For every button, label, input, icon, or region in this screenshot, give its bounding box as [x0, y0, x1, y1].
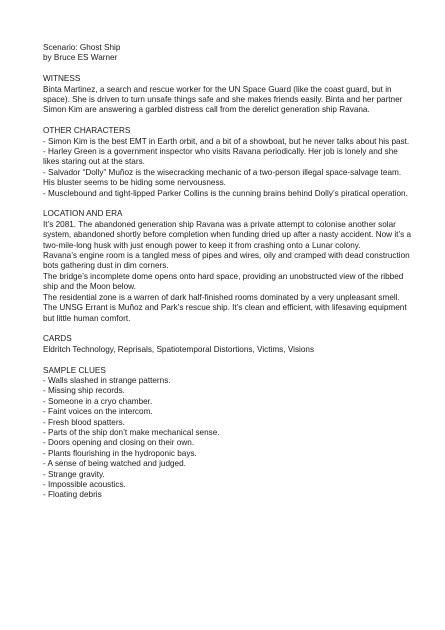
- location-paragraph: It’s 2081. The abandoned generation ship Ravana was a private attempt to colonise another solar system, abandoned shortly before completion when funding dried up after a nasty accident. Now it’s a two-mile-long husk with just enough power to keep it from crashing onto a Lunar colony.: [43, 219, 412, 250]
- sample-clues-section: [43, 366, 415, 501]
- clue-item: - A sense of being watched and judged.: [43, 459, 186, 469]
- clue-item: - Plants flourishing in the hydroponic bays.: [43, 448, 197, 458]
- character-item: - Salvador “Dolly” Muñoz is the wisecracking mechanic of a two-person illegal space-salvage team. His bluster seems to be hiding some nervousness.: [43, 167, 402, 188]
- location-paragraph: The UNSG Errant is Muñoz and Park’s rescue ship. It’s clean and efficient, with lifesaving equipment but little human comfort.: [43, 303, 407, 323]
- clue-item: - Doors opening and closing on their own.: [43, 438, 195, 448]
- clue-item: - Strange gravity.: [43, 469, 105, 479]
- clue-item: - Impossible acoustics.: [43, 479, 126, 489]
- character-item: - Harley Green is a government inspector who visits Ravana periodically. Her job is lonely and she likes staring out at the stars.: [43, 147, 398, 167]
- clue-item: - Faint voices on the intercom.: [43, 407, 153, 417]
- character-item: - Simon Kim is the best EMT in Earth orbit, and a bit of a showboat, but he never talks about his past.: [43, 136, 410, 146]
- location-paragraph: Ravana’s engine room is a tangled mess of pipes and wires, oily and cramped with dead construction bots gathering dust in dim corners.: [43, 251, 410, 271]
- header-block: [43, 43, 415, 64]
- clue-item: - Parts of the ship don’t make mechanical sense.: [43, 427, 220, 437]
- location-heading: LOCATION AND ERA: [43, 209, 123, 219]
- clue-item: - Walls slashed in strange patterns.: [43, 375, 171, 385]
- clue-item: - Someone in a cryo chamber.: [43, 396, 153, 406]
- clue-item: - Floating debris: [43, 490, 102, 500]
- location-section: [43, 209, 415, 323]
- character-item: - Musclebound and tight-lipped Parker Collins is the cunning brains behind Dolly’s piratical operation.: [43, 188, 408, 198]
- location-paragraph: The bridge’s incomplete dome opens onto hard space, providing an unobstructed view of the ribbed ship and the Moon below.: [43, 271, 404, 292]
- witness-heading: WITNESS: [43, 74, 81, 84]
- scenario-title: Scenario: Ghost Ship: [43, 43, 121, 52]
- other-characters-heading: OTHER CHARACTERS: [43, 126, 131, 136]
- cards-text: Eldritch Technology, Reprisals, Spatiotemporal Distortions, Victims, Visions: [43, 344, 315, 354]
- other-characters-section: [43, 126, 415, 199]
- document-page: [43, 43, 415, 511]
- witness-text: Binta Martinez, a search and rescue worker for the UN Space Guard (like the coast guard, but in space). She is driven to turn unsafe things safe and she makes friends easily. Binta and her partner Simon Kim are answering a garbled distress call from the derelict generation ship Ravana.: [43, 84, 403, 115]
- cards-heading: CARDS: [43, 334, 72, 344]
- witness-section: [43, 74, 415, 116]
- sample-clues-heading: SAMPLE CLUES: [43, 365, 106, 375]
- author-line: by Bruce ES Warner: [43, 53, 118, 63]
- clue-item: - Fresh blood spatters.: [43, 417, 125, 427]
- location-paragraph: The residential zone is a warren of dark half-finished rooms dominated by a very unpleasant smell.: [43, 292, 400, 302]
- cards-section: [43, 334, 415, 355]
- clue-item: - Missing ship records.: [43, 386, 125, 396]
